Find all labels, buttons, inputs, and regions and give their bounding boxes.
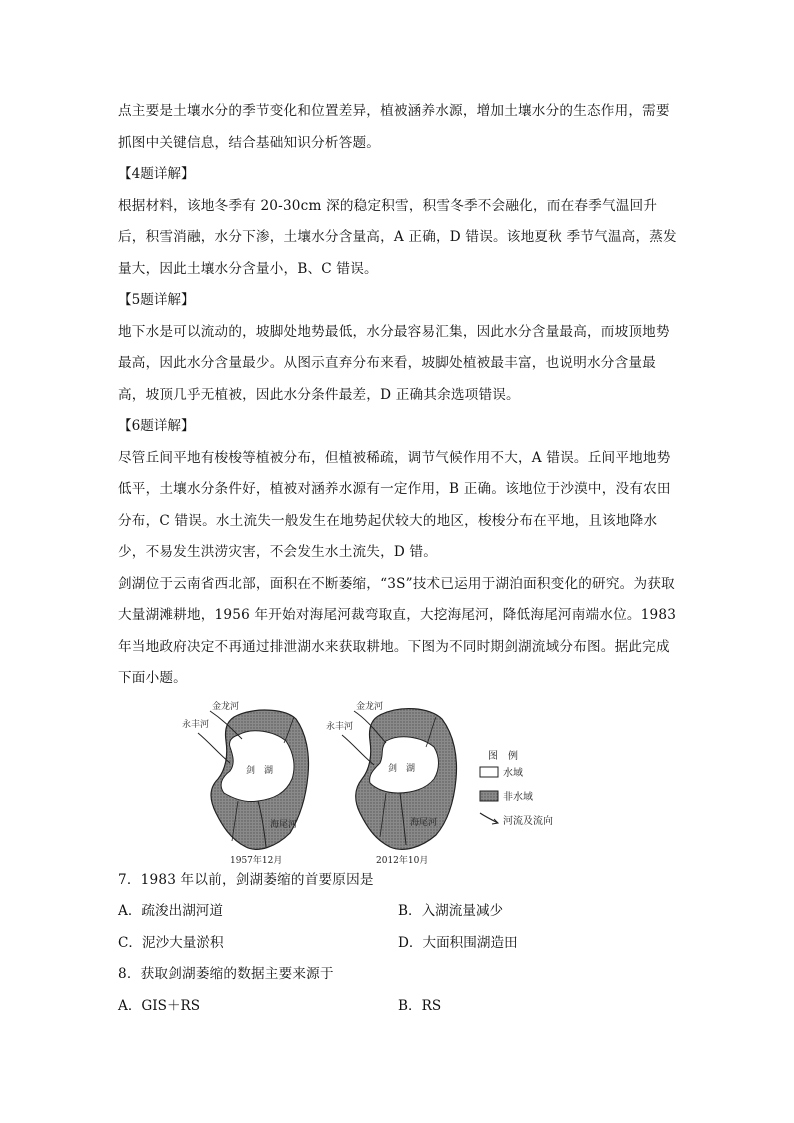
- label-yongfeng-2012: 永丰河: [326, 721, 354, 732]
- q7-option-b[interactable]: B．入湖流量减少: [398, 903, 504, 919]
- label-lake-1957: 剑 湖: [246, 765, 274, 776]
- label-yongfeng-1957: 永丰河: [182, 719, 210, 730]
- label-lake-2012: 剑 湖: [388, 763, 416, 774]
- paragraph-analysis-end: 点主要是土壤水分的季节变化和位置差异，植被涵养水源，增加土壤水分的生态作用，需要抓图中关键信息，结合基础知识分析答题。: [118, 103, 670, 151]
- document-page: [118, 96, 678, 1022]
- q8-option-b[interactable]: B．RS: [398, 997, 442, 1014]
- paragraph-q6: 尽管丘间平地有梭梭等植被分布，但植被稀疏，调节气候作用不大，A 错误。丘间平地地势低平，土壤水分条件好，植被对涵养水源有一定作用，B 正确。该地位于沙漠中，没有农田分布，C 错误。水土流失一般发生在地势起伏较大的地区，梭梭分布在平地，且该地降水少，不易发生洪涝灾害，不会发生水土流失，D 错。: [118, 449, 671, 560]
- map-legend: [480, 749, 553, 827]
- label-jinlong-1957: 金龙河: [212, 701, 240, 712]
- label-jinlong-2012: 金龙河: [356, 701, 384, 712]
- legend-nonwater-label: 非水域: [503, 791, 533, 803]
- legend-water-swatch: [480, 767, 498, 777]
- question-7-options-row2: [118, 928, 678, 960]
- legend-title: 图 例: [488, 750, 518, 762]
- legend-river-arrow-icon: [480, 813, 498, 823]
- q7-option-a[interactable]: A．疏浚出湖河道: [118, 903, 223, 919]
- question-8-options-row1: [118, 991, 678, 1023]
- legend-nonwater-swatch: [480, 791, 498, 801]
- question-7-stem: 7．1983 年以前，剑湖萎缩的首要原因是: [118, 871, 374, 888]
- q8-option-a[interactable]: A．GIS＋RS: [118, 997, 201, 1014]
- map-1957: [182, 700, 309, 865]
- paragraph-q4: 根据材料，该地冬季有 20-30cm 深的稳定积雪，积雪冬季不会融化，而在春季气温回升后，积雪消融，水分下渗，土壤水分含量高，A 正确，D 错误。该地夏秋 季节气温高，蒸发量大，因此土壤水分含量小，B、C 错误。: [118, 197, 677, 277]
- question-7-options-row1: [118, 896, 678, 928]
- caption-1957: 1957年12月: [230, 855, 283, 865]
- label-haiwei-2012: 海尾河: [410, 817, 438, 828]
- river-yongfeng-2012: [342, 735, 374, 765]
- heading-q5-detail: 【5题详解】: [118, 292, 195, 308]
- map-2012: [326, 700, 456, 865]
- heading-q4-detail: 【4题详解】: [118, 166, 195, 182]
- question-8-stem: 8．获取剑湖萎缩的数据主要来源于: [118, 966, 334, 982]
- jianhu-maps-figure: [118, 697, 678, 865]
- label-haiwei-1957: 海尾河: [270, 819, 298, 830]
- jianhu-maps-svg: [118, 697, 678, 865]
- paragraph-jianhu-intro: 剑湖位于云南省西北部，面积在不断萎缩，“3S”技术已运用于湖泊面积变化的研究。为获取大量湖滩耕地，1956 年开始对海尾河裁弯取直，大挖海尾河，降低海尾河南端水位。1983 年当地政府决定不再通过排泄湖水来获取耕地。下图为不同时期剑湖流域分布图。据此完成下面小题。: [118, 575, 677, 686]
- legend-river-label: 河流及流向: [503, 815, 553, 827]
- paragraph-q5: 地下水是可以流动的，坡脚处地势最低，水分最容易汇集，因此水分含量最高，而坡顶地势最高，因此水分含量最少。从图示直弃分布来看，坡脚处植被最丰富，也说明水分含量最高，坡顶几乎无植被，因此水分条件最差，D 正确其余选项错误。: [118, 323, 670, 403]
- legend-water-label: 水域: [503, 767, 523, 779]
- q7-option-d[interactable]: D．大面积围湖造田: [398, 934, 518, 951]
- q7-option-c[interactable]: C．泥沙大量淤积: [118, 934, 224, 951]
- heading-q6-detail: 【6题详解】: [118, 418, 195, 434]
- caption-2012: 2012年10月: [376, 855, 429, 865]
